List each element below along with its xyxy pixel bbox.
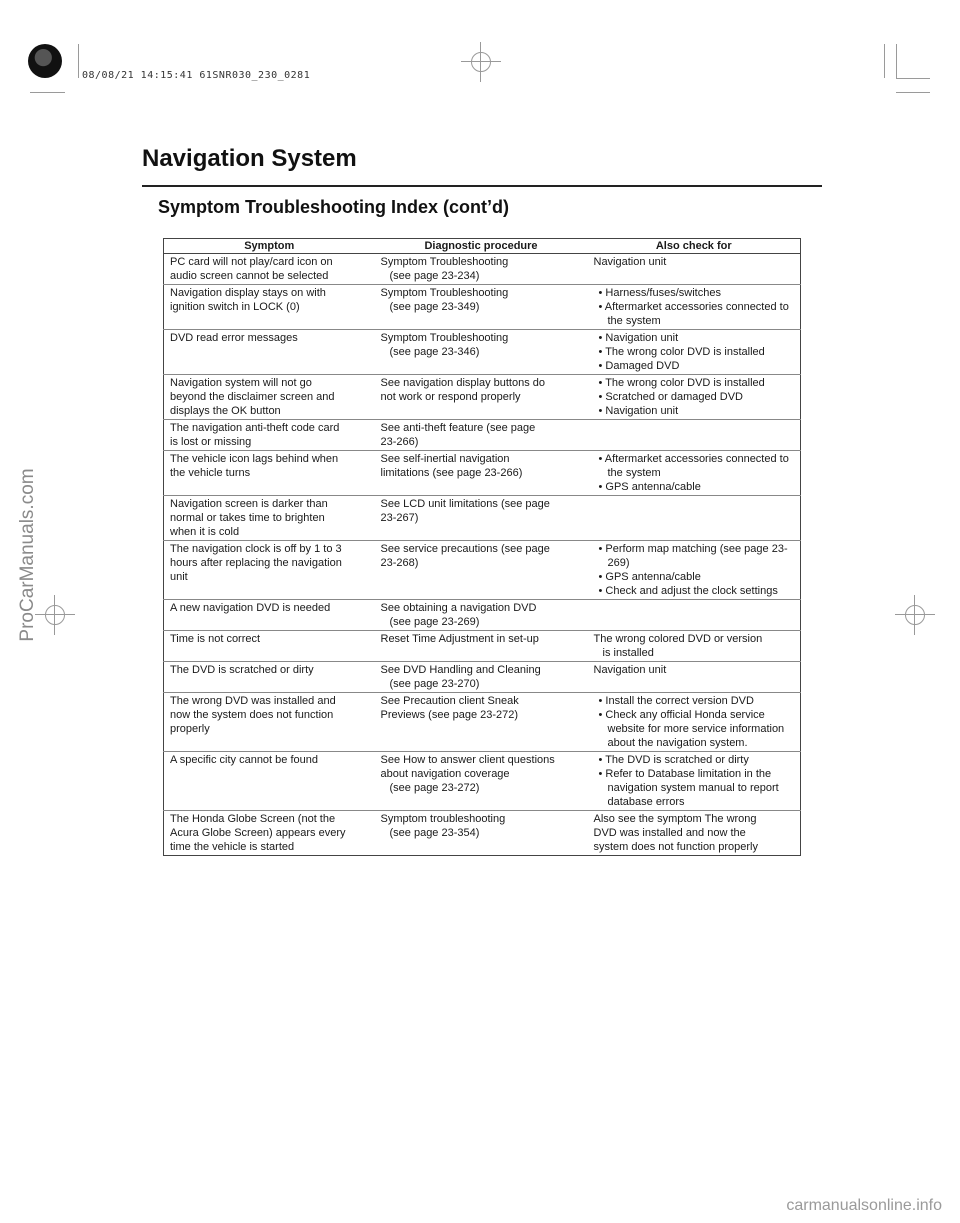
symptom-line: A new navigation DVD is needed <box>170 602 331 614</box>
symptom-index-table <box>163 238 801 856</box>
procedure-line: about navigation coverage <box>380 768 510 780</box>
crop-mark <box>896 44 897 78</box>
also-check-cell <box>588 811 801 856</box>
table-row <box>164 451 801 496</box>
procedure-line: See self-inertial navigation <box>380 453 510 465</box>
symptom-line: now the system does not function <box>170 709 334 721</box>
symptom-line: PC card will not play/card icon on <box>170 256 333 268</box>
also-check-item: • Scratched or damaged DVD <box>598 391 743 403</box>
also-check-item: DVD was installed and now the <box>593 827 746 839</box>
procedure-line: See LCD unit limitations (see page <box>380 498 550 510</box>
crosshair-icon <box>461 42 501 82</box>
symptom-line: hours after replacing the navigation <box>170 557 342 569</box>
table-row <box>164 285 801 330</box>
also-check-cell <box>588 662 801 693</box>
table-row <box>164 600 801 631</box>
symptom-cell <box>164 285 375 330</box>
crosshair-icon <box>895 595 935 635</box>
symptom-line: displays the OK button <box>170 405 281 417</box>
also-check-cell <box>588 254 801 285</box>
also-check-item: • GPS antenna/cable <box>598 481 701 493</box>
also-check-item: system does not function properly <box>593 841 758 853</box>
procedure-cell <box>375 600 588 631</box>
also-check-cell <box>588 541 801 600</box>
procedure-cell <box>375 420 588 451</box>
footer-watermark: carmanualsonline.info <box>786 1197 942 1214</box>
also-check-item: The wrong colored DVD or version <box>593 633 763 645</box>
also-check-item: • Refer to Database limitation in the navigation system manual to report database errors <box>598 768 779 808</box>
symptom-line: time the vehicle is started <box>170 841 295 853</box>
symptom-line: Navigation system will not go <box>170 377 312 389</box>
also-check-item: • Aftermarket accessories connected to the system <box>598 453 789 479</box>
symptom-cell <box>164 330 375 375</box>
symptom-line: properly <box>170 723 210 735</box>
table-row <box>164 541 801 600</box>
symptom-line: The Honda Globe Screen (not the <box>170 813 336 825</box>
symptom-line: when it is cold <box>170 526 240 538</box>
procedure-cell <box>375 330 588 375</box>
also-check-item: • GPS antenna/cable <box>598 571 701 583</box>
procedure-cell <box>375 375 588 420</box>
procedure-line: Symptom Troubleshooting <box>380 256 509 268</box>
procedure-line: Reset Time Adjustment in set-up <box>380 633 539 645</box>
also-check-item: Navigation unit <box>593 664 667 676</box>
symptom-line: Navigation screen is darker than <box>170 498 328 510</box>
procedure-line: (see page 23-234) <box>389 270 480 282</box>
procedure-line: limitations (see page 23-266) <box>380 467 523 479</box>
also-check-item: • The wrong color DVD is installed <box>598 346 765 358</box>
also-check-item: • Check and adjust the clock settings <box>598 585 778 597</box>
sidebar-watermark-text: ProCarManuals.com <box>17 468 38 642</box>
procedure-line: (see page 23-346) <box>389 346 480 358</box>
procedure-line: 23-266) <box>380 436 419 448</box>
table-row <box>164 811 801 856</box>
symptom-line: audio screen cannot be selected <box>170 270 329 282</box>
symptom-line: Navigation display stays on with <box>170 287 326 299</box>
symptom-line: The DVD is scratched or dirty <box>170 664 314 676</box>
also-check-cell <box>588 631 801 662</box>
symptom-cell <box>164 496 375 541</box>
procedure-line: (see page 23-349) <box>389 301 480 313</box>
symptom-line: A specific city cannot be found <box>170 754 318 766</box>
procedure-line: See DVD Handling and Cleaning <box>380 664 541 676</box>
symptom-line: Acura Globe Screen) appears every <box>170 827 346 839</box>
section-title: Symptom Troubleshooting Index (cont’d) <box>158 197 509 217</box>
symptom-line: DVD read error messages <box>170 332 298 344</box>
also-check-cell <box>588 330 801 375</box>
table-row <box>164 496 801 541</box>
symptom-cell <box>164 420 375 451</box>
symptom-line: Time is not correct <box>170 633 261 645</box>
symptom-cell <box>164 693 375 752</box>
procedure-line: 23-267) <box>380 512 419 524</box>
also-check-cell <box>588 375 801 420</box>
crop-mark <box>78 44 79 78</box>
also-check-cell <box>588 420 801 451</box>
also-check-cell <box>588 451 801 496</box>
symptom-cell <box>164 600 375 631</box>
table-row <box>164 662 801 693</box>
procedure-cell <box>375 752 588 811</box>
symptom-line: The wrong DVD was installed and <box>170 695 336 707</box>
procedure-line: See service precautions (see page <box>380 543 550 555</box>
table-row <box>164 254 801 285</box>
crop-mark <box>884 44 885 78</box>
print-timestamp: 08/08/21 14:15:41 61SNR030_230_0281 <box>82 70 311 81</box>
procedure-line: Symptom troubleshooting <box>380 813 506 825</box>
symptom-line: The vehicle icon lags behind when <box>170 453 339 465</box>
procedure-line: 23-268) <box>380 557 419 569</box>
symptom-line: The navigation clock is off by 1 to 3 <box>170 543 342 555</box>
table-row <box>164 631 801 662</box>
page-title: Navigation System <box>142 145 357 172</box>
procedure-cell <box>375 693 588 752</box>
also-check-item: • Aftermarket accessories connected to the system <box>598 301 789 327</box>
crop-mark <box>30 92 65 93</box>
table-row <box>164 330 801 375</box>
procedure-cell <box>375 285 588 330</box>
also-check-cell <box>588 285 801 330</box>
symptom-cell <box>164 631 375 662</box>
procedure-cell <box>375 662 588 693</box>
symptom-line: is lost or missing <box>170 436 252 448</box>
also-check-item: is installed <box>602 647 654 659</box>
also-check-cell <box>588 693 801 752</box>
also-check-cell <box>588 600 801 631</box>
crop-mark <box>896 78 930 79</box>
symptom-cell <box>164 254 375 285</box>
procedure-line: Symptom Troubleshooting <box>380 332 509 344</box>
procedure-line: See obtaining a navigation DVD <box>380 602 537 614</box>
also-check-item: Navigation unit <box>593 256 667 268</box>
symptom-cell <box>164 541 375 600</box>
also-check-item: • Perform map matching (see page 23-269) <box>598 543 788 569</box>
symptom-line: ignition switch in LOCK (0) <box>170 301 300 313</box>
table-header-row <box>164 239 801 254</box>
symptom-line: beyond the disclaimer screen and <box>170 391 335 403</box>
also-check-item: • Check any official Honda service website for more service information about the navigation system. <box>598 709 785 749</box>
also-check-item: • Install the correct version DVD <box>598 695 754 707</box>
symptom-cell <box>164 375 375 420</box>
procedure-cell <box>375 254 588 285</box>
procedure-cell <box>375 631 588 662</box>
also-check-item: • Damaged DVD <box>598 360 680 372</box>
also-check-item: • Navigation unit <box>598 405 679 417</box>
table-row <box>164 693 801 752</box>
sidebar-watermark <box>8 440 48 670</box>
symptom-line: the vehicle turns <box>170 467 251 479</box>
procedure-line: See anti-theft feature (see page <box>380 422 536 434</box>
column-header-also-check: Also check for <box>588 239 801 254</box>
symptom-cell <box>164 752 375 811</box>
also-check-item: • The wrong color DVD is installed <box>598 377 765 389</box>
symptom-cell <box>164 451 375 496</box>
also-check-item: Also see the symptom The wrong <box>593 813 757 825</box>
procedure-cell <box>375 496 588 541</box>
also-check-item: • Harness/fuses/switches <box>598 287 721 299</box>
column-header-symptom: Symptom <box>164 239 375 254</box>
table-row <box>164 752 801 811</box>
procedure-line: See navigation display buttons do <box>380 377 546 389</box>
procedure-line: Symptom Troubleshooting <box>380 287 509 299</box>
title-divider <box>142 185 822 187</box>
symptom-line: The navigation anti-theft code card <box>170 422 340 434</box>
symptom-cell <box>164 662 375 693</box>
procedure-line: See How to answer client questions <box>380 754 555 766</box>
symptom-cell <box>164 811 375 856</box>
also-check-item: • The DVD is scratched or dirty <box>598 754 749 766</box>
registration-mark-icon <box>28 44 62 78</box>
procedure-line: Previews (see page 23-272) <box>380 709 519 721</box>
also-check-cell <box>588 496 801 541</box>
procedure-line: (see page 23-269) <box>389 616 480 628</box>
procedure-line: (see page 23-270) <box>389 678 480 690</box>
procedure-line: (see page 23-272) <box>389 782 480 794</box>
also-check-cell <box>588 752 801 811</box>
procedure-line: See Precaution client Sneak <box>380 695 519 707</box>
procedure-line: not work or respond properly <box>380 391 521 403</box>
procedure-cell <box>375 811 588 856</box>
table-row <box>164 420 801 451</box>
column-header-procedure: Diagnostic procedure <box>375 239 588 254</box>
table-row <box>164 375 801 420</box>
crop-mark <box>896 92 930 93</box>
procedure-cell <box>375 541 588 600</box>
symptom-line: normal or takes time to brighten <box>170 512 325 524</box>
procedure-line: (see page 23-354) <box>389 827 480 839</box>
symptom-line: unit <box>170 571 188 583</box>
also-check-item: • Navigation unit <box>598 332 679 344</box>
procedure-cell <box>375 451 588 496</box>
